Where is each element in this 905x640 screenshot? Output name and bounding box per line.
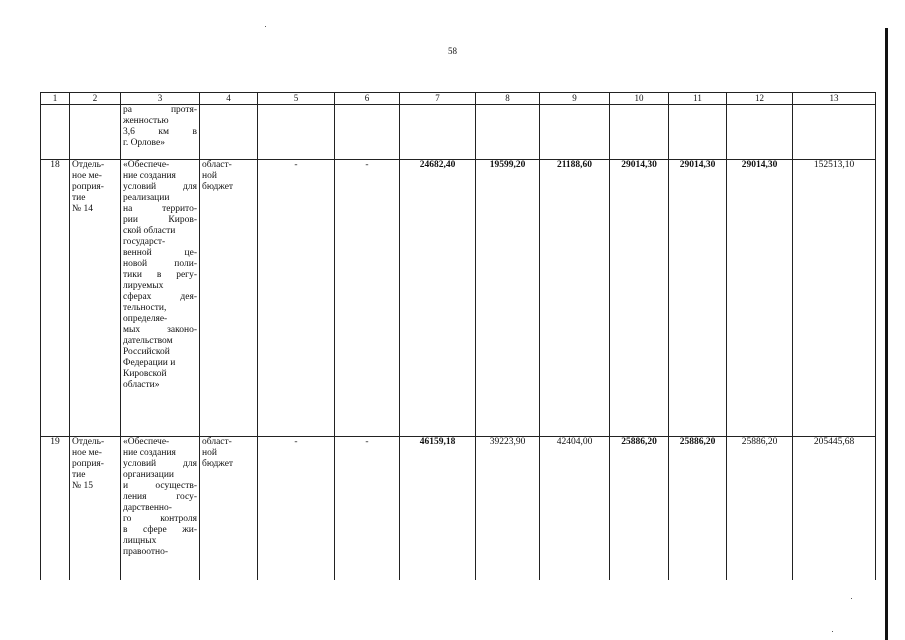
table-cell [610,105,669,160]
text-line: ное ме- [72,448,102,458]
column-number: 12 [727,93,793,105]
right-margin-rule [885,28,888,640]
value-cell: - [335,437,400,580]
table-cell [476,105,540,160]
scan-speck [265,26,266,27]
text-line: сферах дея- [123,292,197,302]
text-line: дарственно- [123,503,172,513]
event-type-cell [70,160,121,437]
text-line: ской области [123,226,176,236]
column-number: 6 [335,93,400,105]
column-number: 2 [70,93,121,105]
continuation-row [41,105,876,160]
value-cell: 29014,30 [727,160,793,437]
event-name-cell [121,160,200,437]
funding-source-cell [200,160,258,437]
text-line: венной це- [123,248,197,258]
scan-speck [851,598,852,599]
text-line: роприя- [72,459,104,469]
table-cell [400,105,476,160]
column-number: 7 [400,93,476,105]
text-line: лируемых [123,281,164,291]
text-line: тие [72,470,86,480]
scan-speck [832,631,833,632]
column-number: 5 [258,93,335,105]
value-cell: 29014,30 [669,160,727,437]
value-cell: 25886,20 [669,437,727,580]
column-number: 4 [200,93,258,105]
row-number: 18 [41,160,70,437]
table-cell [727,105,793,160]
column-number: 13 [793,93,876,105]
column-number: 9 [540,93,610,105]
text-line: ра протя- [123,105,197,115]
table-cell [540,105,610,160]
value-cell: 29014,30 [610,160,669,437]
value-cell: 25886,20 [727,437,793,580]
table-cell [335,105,400,160]
text-line: ной [202,448,217,458]
column-number: 3 [121,93,200,105]
value-cell: 24682,40 [400,160,476,437]
value-cell: 19599,20 [476,160,540,437]
total-cell: 205445,68 [793,437,876,580]
text-line: Федерации и [123,358,176,368]
text-line: «Обеспече- [123,160,170,170]
text-line: государст- [123,237,166,247]
text-line: № 14 [72,204,93,214]
text-line: условий для [123,182,197,192]
text-line: женностью [123,116,169,126]
text-line: бюджет [202,182,234,192]
text-line: новой поли- [123,259,197,269]
table-cell [41,105,70,160]
text-line: реализации [123,193,170,203]
column-number: 10 [610,93,669,105]
text-line: в сфере жи- [123,525,197,535]
column-number: 1 [41,93,70,105]
total-cell: 152513,10 [793,160,876,437]
column-number-row [41,93,876,105]
table-cell [258,105,335,160]
table-cell [793,105,876,160]
event-type-cell [70,437,121,580]
text-line: област- [202,160,232,170]
text-line: определяе- [123,314,168,324]
value-cell: 25886,20 [610,437,669,580]
text-line: и осуществ- [123,481,197,491]
text-line: ной [202,171,217,181]
table-cell [200,105,258,160]
text-line: тельности, [123,303,167,313]
text-line: на террито- [123,204,197,214]
value-cell: 46159,18 [400,437,476,580]
page-number: 58 [448,46,457,56]
text-line: ние создания [123,448,176,458]
text-line: област- [202,437,232,447]
column-number: 8 [476,93,540,105]
text-line: «Обеспече- [123,437,170,447]
table-cell [669,105,727,160]
text-line: роприя- [72,182,104,192]
column-number: 11 [669,93,727,105]
value-cell: 39223,90 [476,437,540,580]
event-name-cell [121,105,200,160]
table-row [41,437,876,580]
text-line: рии Киров- [123,215,197,225]
table-cell [70,105,121,160]
text-line: организации [123,470,175,480]
text-line: бюджет [202,459,234,469]
text-line: ние создания [123,171,176,181]
value-cell: - [258,437,335,580]
budget-table [40,92,876,580]
text-line: тики в регу- [123,270,197,280]
text-line: Российской [123,347,170,357]
text-line: правоотно- [123,547,168,557]
text-line: г. Орлове» [123,138,165,148]
event-name-cell [121,437,200,580]
text-line: 3,6 км в [123,127,197,137]
text-line: условий для [123,459,197,469]
text-line: Отдель- [72,437,105,447]
text-line: ления госу- [123,492,197,502]
text-line: дательством [123,336,173,346]
text-line: мых законо- [123,325,197,335]
value-cell: - [258,160,335,437]
text-line: № 15 [72,481,93,491]
value-cell: - [335,160,400,437]
text-line: тие [72,193,86,203]
funding-source-cell [200,437,258,580]
text-line: Кировской [123,369,167,379]
table-row [41,160,876,437]
text-line: Отдель- [72,160,105,170]
row-number: 19 [41,437,70,580]
text-line: области» [123,380,160,390]
text-line: го контроля [123,514,197,524]
text-line: лищных [123,536,157,546]
value-cell: 42404,00 [540,437,610,580]
value-cell: 21188,60 [540,160,610,437]
text-line: ное ме- [72,171,102,181]
